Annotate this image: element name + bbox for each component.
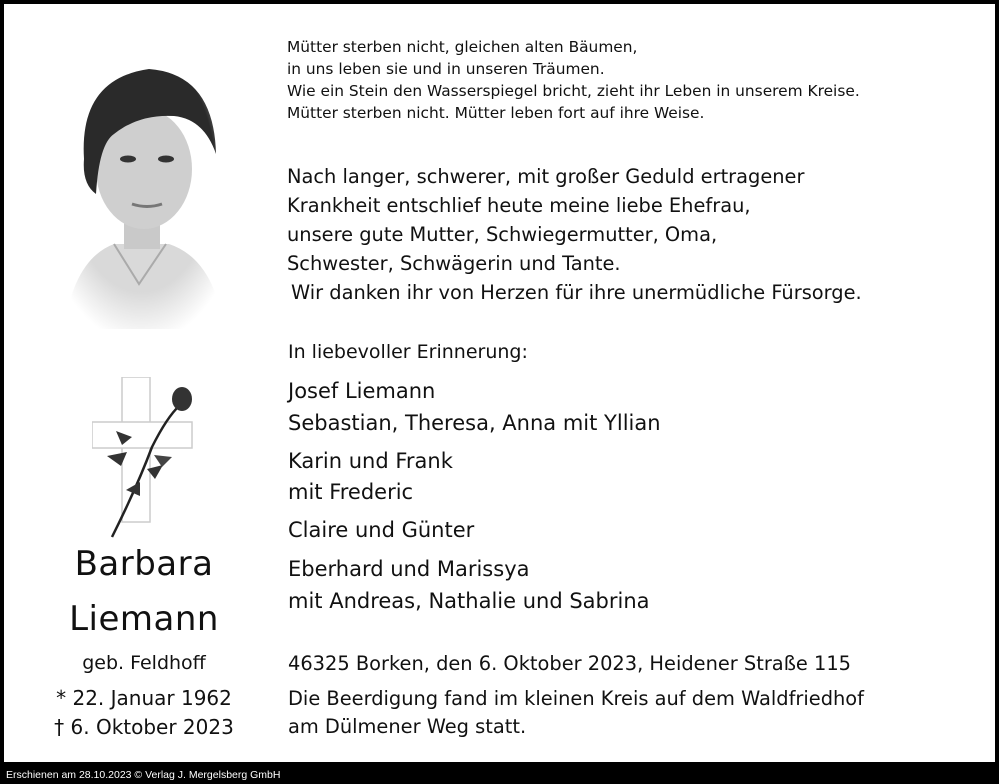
poem-line: in uns leben sie und in unseren Träumen. (287, 60, 605, 78)
death-date: † 6. Oktober 2023 (54, 715, 234, 739)
intro-line: Krankheit entschlief heute meine liebe Ehefrau, (287, 194, 751, 217)
funeral-line: Die Beerdigung fand im kleinen Kreis auf dem Waldfriedhof (288, 687, 864, 710)
family-line: mit Andreas, Nathalie und Sabrina (288, 589, 650, 613)
family-line: Sebastian, Theresa, Anna mit Yllian (288, 411, 661, 435)
place-date: 46325 Borken, den 6. Oktober 2023, Heidener Straße 115 (288, 652, 852, 675)
family-line: Karin und Frank (288, 449, 453, 473)
family-line: Josef Liemann (288, 379, 436, 403)
deceased-first-name: Barbara (74, 544, 214, 584)
obituary-card (4, 4, 995, 762)
portrait-photo (54, 44, 229, 329)
birth-name: geb. Feldhoff (82, 652, 206, 674)
intro-line: Nach langer, schwerer, mit großer Geduld ertragener (287, 165, 805, 188)
family-line: Eberhard und Marissya (288, 557, 530, 581)
intro-line: Wir danken ihr von Herzen für ihre unermüdliche Fürsorge. (291, 281, 862, 304)
memory-label: In liebevoller Erinnerung: (288, 341, 528, 363)
deceased-last-name: Liemann (69, 599, 219, 639)
intro-line: unsere gute Mutter, Schwiegermutter, Oma, (287, 223, 718, 246)
poem-line: Wie ein Stein den Wasserspiegel bricht, zieht ihr Leben in unserem Kreise. (287, 82, 860, 100)
intro-line: Schwester, Schwägerin und Tante. (287, 252, 621, 275)
publication-footer: Erschienen am 28.10.2023 © Verlag J. Mergelsberg GmbH (6, 769, 281, 781)
funeral-line: am Dülmener Weg statt. (288, 715, 527, 738)
cross-with-rose-icon (92, 377, 202, 540)
family-line: Claire und Günter (288, 518, 475, 542)
family-line: mit Frederic (288, 480, 414, 504)
poem-line: Mütter sterben nicht, gleichen alten Bäumen, (287, 38, 638, 56)
poem-line: Mütter sterben nicht. Mütter leben fort auf ihre Weise. (287, 104, 705, 122)
birth-date: * 22. Januar 1962 (56, 686, 232, 710)
